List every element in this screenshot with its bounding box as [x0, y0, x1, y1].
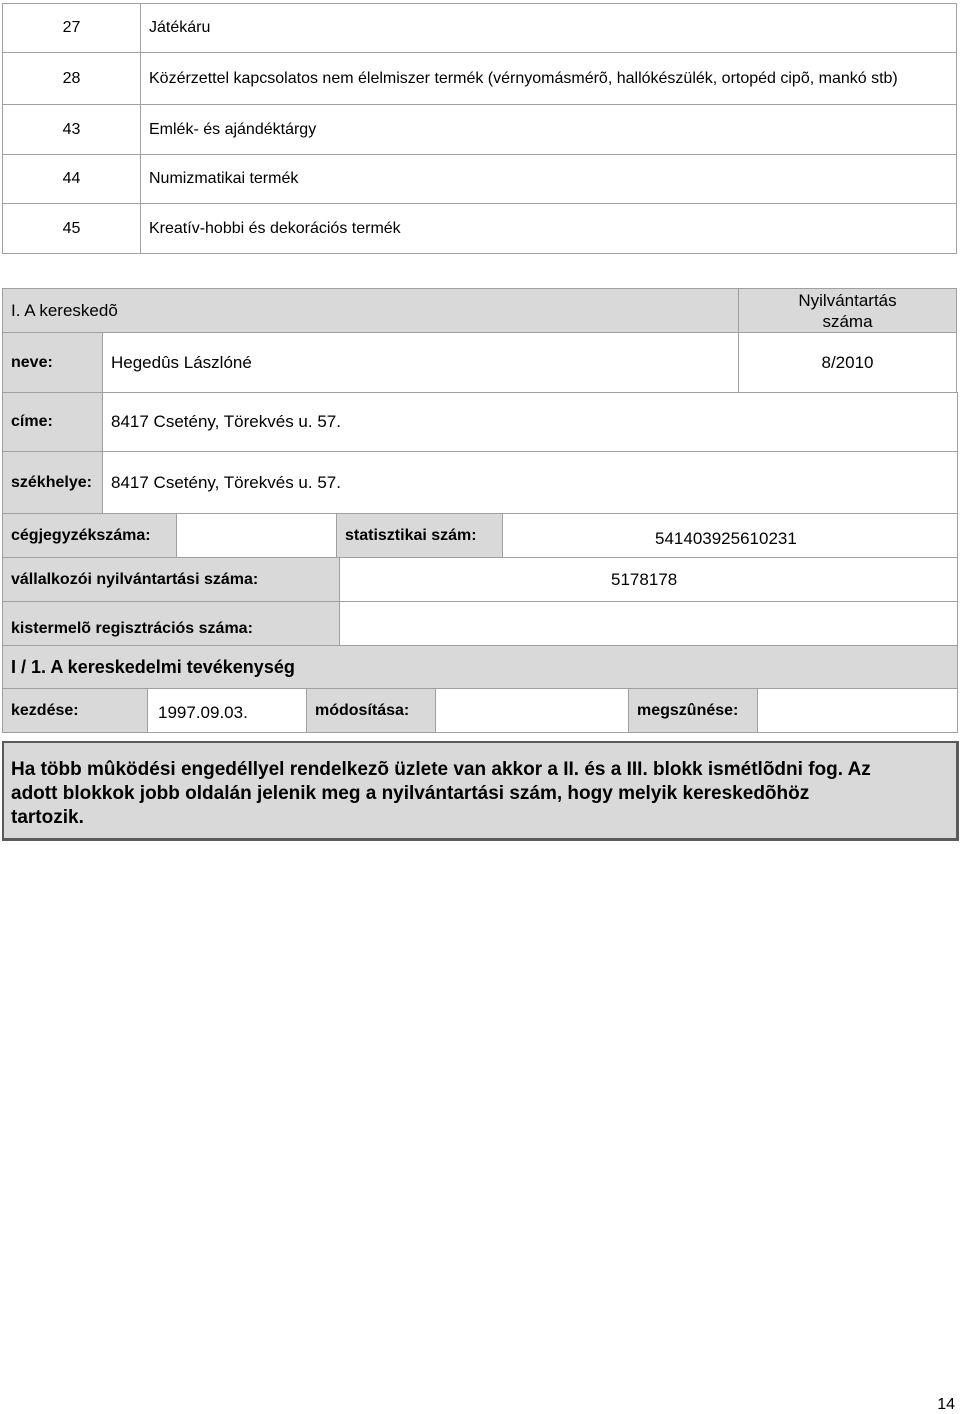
notice-text: Ha több mûködési engedéllyel rendelkezõ üzlete van akkor a II. és a III. blokk ismétlõdni fog. Az adott blokkok jobb oldalán jelenik meg a nyilvántartási szám, hogy melyik kereskedõhöz tartozik.	[11, 759, 871, 828]
reg-number-value: 8/2010	[738, 332, 957, 393]
end-label: megszûnése:	[628, 688, 758, 733]
mod-label: módosítása:	[306, 688, 436, 733]
name-label: neve:	[2, 332, 103, 393]
stat-value: 541403925610231	[502, 513, 958, 558]
stat-label: statisztikai szám:	[336, 513, 503, 558]
seat-label: székhelye:	[2, 451, 103, 514]
smallholder-value	[339, 601, 958, 646]
seat-value: 8417 Csetény, Törekvés u. 57.	[102, 451, 958, 514]
product-name: Játékáru	[140, 3, 957, 53]
entrepreneur-label: vállalkozói nyilvántartási száma:	[2, 557, 340, 602]
product-code: 43	[2, 104, 141, 155]
address-value: 8417 Csetény, Törekvés u. 57.	[102, 392, 958, 452]
product-name: Kreatív-hobbi és dekorációs termék	[140, 203, 957, 254]
smallholder-label: kistermelõ regisztrációs száma:	[2, 601, 340, 646]
activity-section-title: I / 1. A kereskedelmi tevékenység	[2, 645, 958, 689]
start-label: kezdése:	[2, 688, 148, 733]
end-value	[757, 688, 958, 733]
company-reg-value	[176, 513, 337, 558]
company-reg-label: cégjegyzékszáma:	[2, 513, 177, 558]
product-name: Numizmatikai termék	[140, 154, 957, 204]
page-number: 14	[937, 1396, 955, 1413]
product-code: 44	[2, 154, 141, 204]
entrepreneur-value: 5178178	[339, 557, 958, 602]
product-name: Közérzettel kapcsolatos nem élelmiszer termék (vérnyomásmérõ, hallókészülék, ortopéd cipõ, mankó stb)	[140, 52, 957, 105]
name-value: Hegedûs Lászlóné	[102, 332, 739, 393]
product-name: Emlék- és ajándéktárgy	[140, 104, 957, 155]
reg-number-header: Nyilvántartás száma	[738, 288, 957, 333]
start-value: 1997.09.03.	[147, 688, 307, 733]
merchant-section-title: I. A kereskedõ	[2, 288, 739, 333]
product-code: 45	[2, 203, 141, 254]
notice-box	[2, 741, 959, 841]
product-code: 27	[2, 3, 141, 53]
product-code: 28	[2, 52, 141, 105]
address-label: címe:	[2, 392, 103, 452]
mod-value	[435, 688, 629, 733]
